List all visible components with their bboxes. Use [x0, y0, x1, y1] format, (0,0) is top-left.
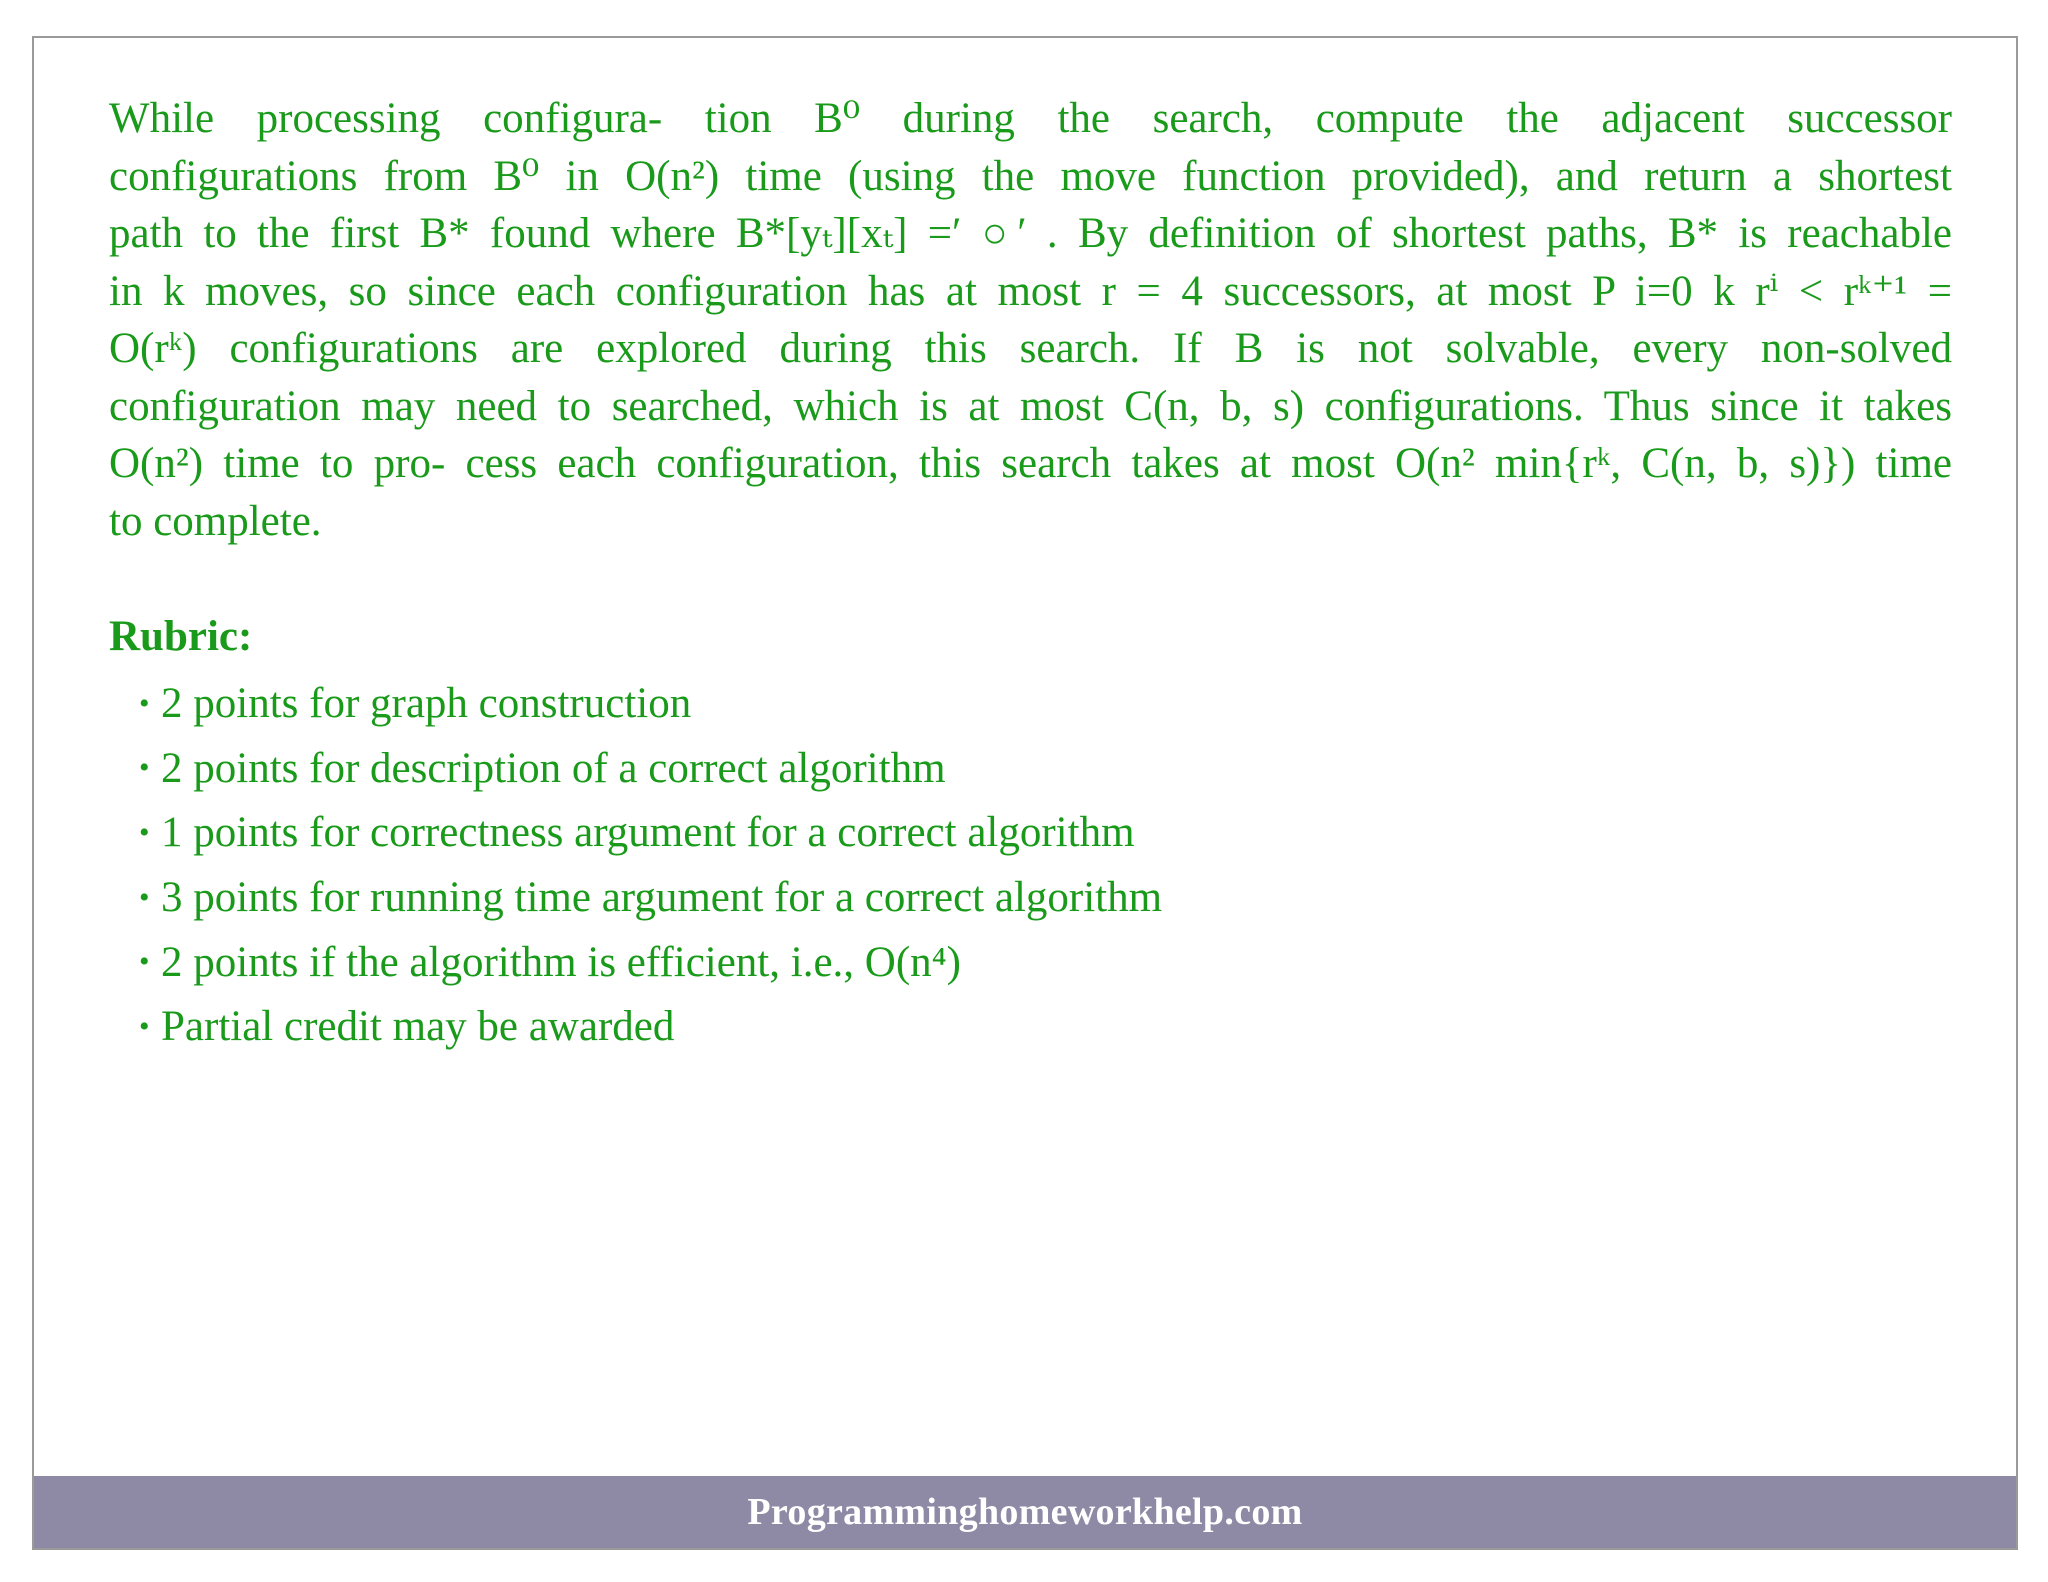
paragraph-line: path to the first B* found where B*[yₜ][xₜ] =′ ○′ . By definition of shortest paths, B* is reachable: [109, 210, 1952, 257]
rubric-list: [109, 673, 1952, 1061]
bullet-icon: •: [139, 880, 150, 914]
paragraph-line: in k moves, so since each configuration has at most r = 4 successors, at most P i=0 k rⁱ < rᵏ⁺¹ =: [109, 267, 1952, 315]
paragraph-line: While processing configura- tion B⁰ during the search, compute the adjacent successor: [109, 95, 1952, 142]
rubric-item: [139, 673, 1952, 738]
rubric-item-text: 1 points for correctness argument for a correct algorithm: [161, 809, 1135, 857]
rubric-heading: Rubric:: [109, 613, 253, 660]
paragraph-line: configuration may need to searched, which is at most C(n, b, s) configurations. Thus since it takes: [109, 382, 1952, 430]
rubric-item-text: 2 points if the algorithm is efficient, i.e., O(n⁴): [161, 938, 961, 986]
rubric-item-text: Partial credit may be awarded: [161, 1003, 675, 1051]
body-paragraph: [109, 90, 1952, 550]
slide-content: [109, 90, 1952, 1061]
bullet-icon: •: [139, 1009, 150, 1043]
paragraph-line: O(n²) time to pro- cess each configuration, this search takes at most O(n² min{rᵏ, C(n, b, s)}) time: [109, 440, 1952, 487]
bullet-icon: •: [139, 945, 150, 979]
paragraph-line: O(rᵏ) configurations are explored during this search. If B is not solvable, every non-solved: [109, 325, 1952, 372]
footer-site-name: Programminghomeworkhelp.com: [747, 1491, 1303, 1533]
bullet-icon: •: [139, 815, 150, 849]
rubric-item: [139, 996, 1952, 1061]
rubric-item-text: 2 points for graph construction: [161, 680, 692, 727]
paragraph-line: configurations from B⁰ in O(n²) time (using the move function provided), and return a shortest: [109, 152, 1952, 200]
paragraph-line: to complete.: [109, 497, 322, 545]
bullet-icon: •: [139, 686, 150, 720]
rubric-item: [139, 867, 1952, 932]
slide-page: [32, 36, 2018, 1550]
rubric-item: [139, 932, 1952, 997]
rubric-item-text: 3 points for running time argument for a correct algorithm: [161, 873, 1163, 921]
rubric-item-text: 2 points for description of a correct algorithm: [161, 744, 946, 792]
footer-bar: [34, 1476, 2016, 1548]
bullet-icon: •: [139, 751, 150, 785]
rubric-item: [139, 738, 1952, 803]
rubric-item: [139, 802, 1952, 867]
